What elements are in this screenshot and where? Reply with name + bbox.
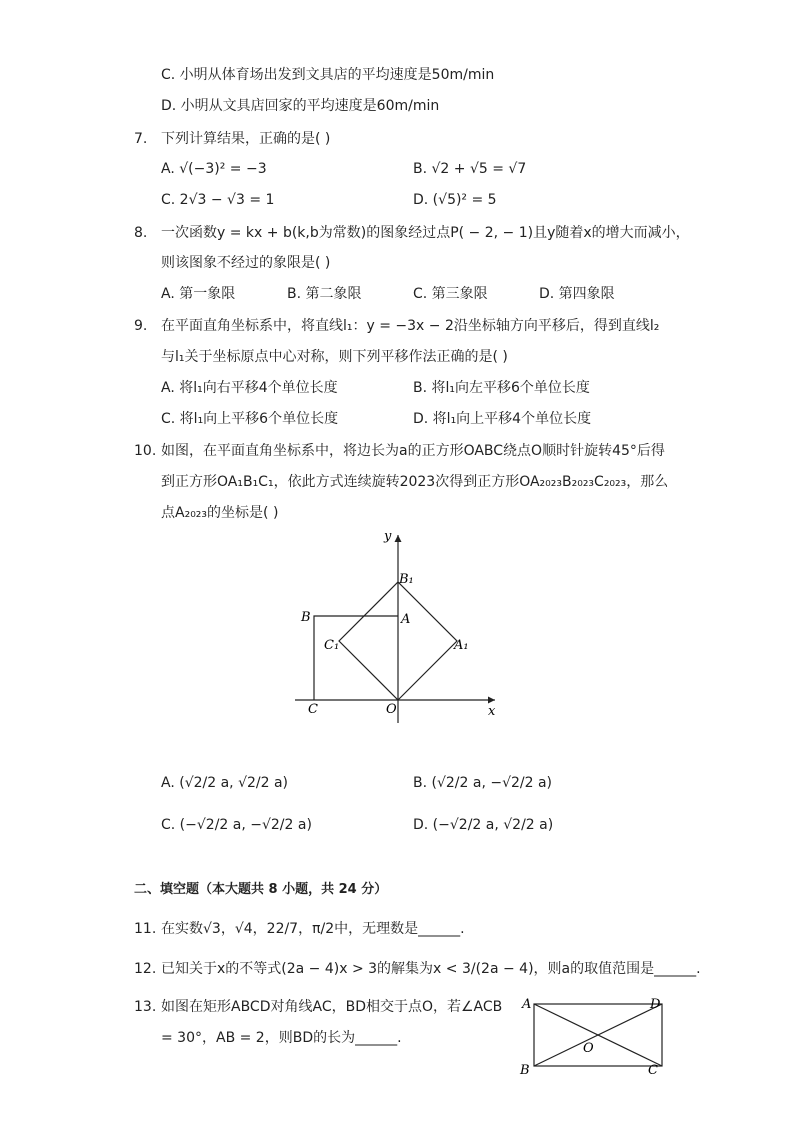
q6-option-c: C. 小明从体育场出发到文具店的平均速度是50m/min [161,67,495,83]
q7-number: 7. [134,131,148,147]
q9-option-d: D. 将l₁向上平移4个单位长度 [413,411,592,427]
q9-number: 9. [134,318,148,334]
section-heading: 二、填空题（本大题共 8 小题，共 24 分） [134,882,388,897]
q13-rectangle-figure [515,992,675,1082]
q13-number: 13. [134,999,157,1015]
q7-stem: 下列计算结果，正确的是( ) [161,131,331,147]
label-c1: C₁ [324,638,340,653]
label-c: C [308,702,318,717]
q6-option-d: D. 小明从文具店回家的平均速度是60m/min [161,98,440,114]
q9-option-b: B. 将l₁向左平移6个单位长度 [413,380,590,396]
q8-stem-line2: 则该图象不经过的象限是( ) [161,255,331,271]
q10-option-b: B. (√2/2 a, −√2/2 a) [413,775,553,791]
label-b: B [301,610,311,625]
q11-number: 11. [134,921,157,937]
q8-option-d: D. 第四象限 [539,286,615,302]
label-a: A [522,997,532,1012]
label-b1: B₁ [399,572,414,587]
q12-text: 已知关于x的不等式(2a − 4)x > 3的解集为x < 3/(2a − 4)，则a的取值范围是______. [161,961,701,977]
q8-option-a: A. 第一象限 [161,286,236,302]
q9-stem-line2: 与l₁关于坐标原点中心对称，则下列平移作法正确的是( ) [161,349,508,365]
q11-text: 在实数√3，√4，22/7，π/2中，无理数是______. [161,921,465,937]
label-o: O [386,702,397,717]
q8-stem-line1: 一次函数y = kx + b(k,b为常数)的图象经过点P( − 2, − 1)且y随着x的增大而减小， [161,225,690,241]
q9-stem-line1: 在平面直角坐标系中，将直线l₁：y = −3x − 2沿坐标轴方向平移后，得到直线l₂ [161,318,660,334]
label-x: x [488,704,496,719]
q10-option-c: C. (−√2/2 a, −√2/2 a) [161,817,312,833]
q10-stem-line1: 如图，在平面直角坐标系中，将边长为a的正方形OABC绕点O顺时针旋转45°后得 [161,443,665,459]
q10-rotation-figure [290,525,505,725]
q10-stem-line2: 到正方形OA₁B₁C₁，依此方式连续旋转2023次得到正方形OA₂₀₂₃B₂₀₂₃C₂₀₂₃，那么 [161,474,669,490]
q7-option-a: A. √(−3)² = −3 [161,161,267,177]
q9-option-c: C. 将l₁向上平移6个单位长度 [161,411,339,427]
label-b: B [520,1063,530,1078]
q10-option-d: D. (−√2/2 a, √2/2 a) [413,817,554,833]
q13-stem-line1: 如图在矩形ABCD对角线AC，BD相交于点O，若∠ACB [161,999,503,1015]
q10-option-a: A. (√2/2 a, √2/2 a) [161,775,289,791]
q7-option-c: C. 2√3 − √3 = 1 [161,192,275,208]
q12-number: 12. [134,961,157,977]
label-o: O [583,1041,594,1056]
q7-option-b: B. √2 + √5 = √7 [413,161,527,177]
label-a: A [401,612,411,627]
q9-option-a: A. 将l₁向右平移4个单位长度 [161,380,338,396]
q7-option-d: D. (√5)² = 5 [413,192,497,208]
q8-option-c: C. 第三象限 [413,286,488,302]
q13-stem-line2: = 30°，AB = 2，则BD的长为______. [161,1030,402,1046]
q10-number: 10. [134,443,157,459]
q10-stem-line3: 点A₂₀₂₃的坐标是( ) [161,505,279,521]
label-a1: A₁ [454,638,469,653]
label-c: C [648,1063,658,1078]
q8-number: 8. [134,225,148,241]
q8-option-b: B. 第二象限 [287,286,362,302]
label-y: y [384,529,392,544]
label-d: D [650,997,661,1012]
